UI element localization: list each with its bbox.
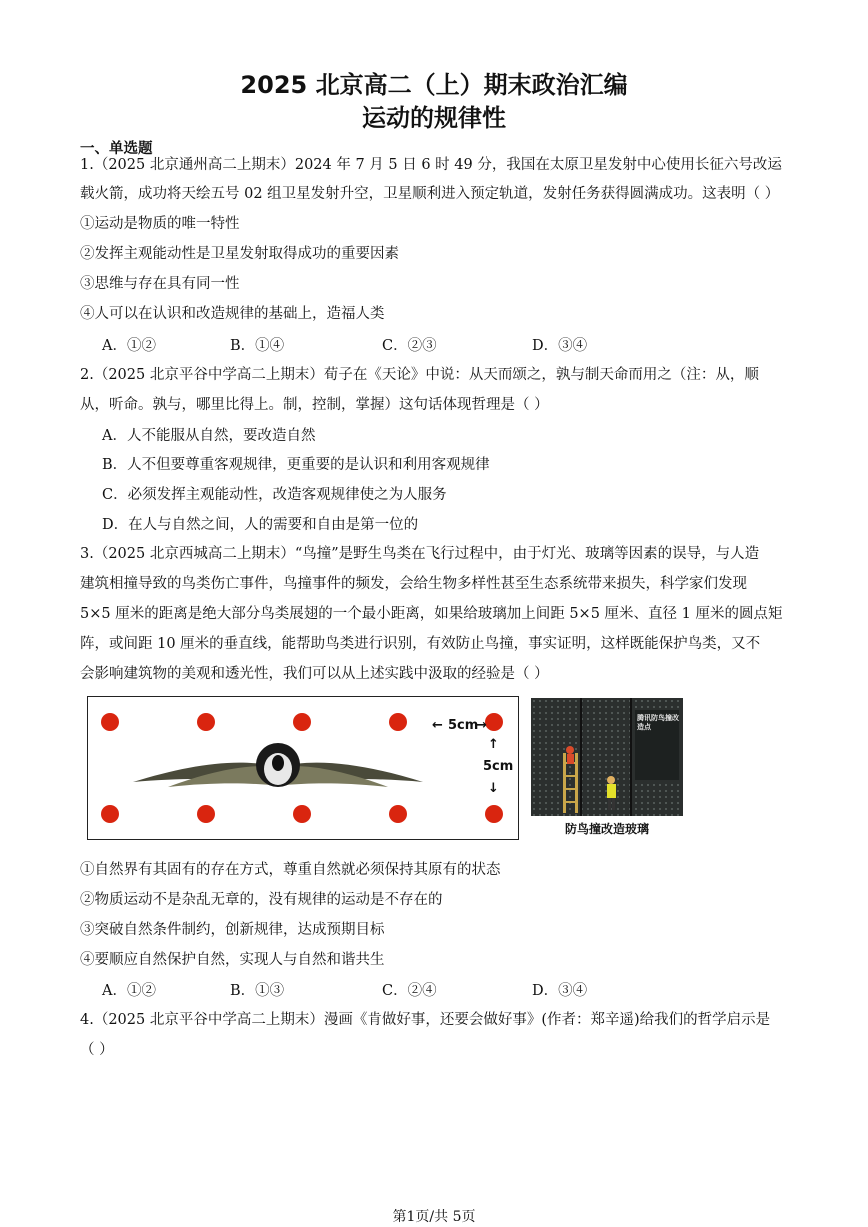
label-5cm-horizontal: 5cm xyxy=(448,718,479,733)
q3-statement-1: ①自然界有其固有的存在方式，尊重自然就必须保持其原有的状态 xyxy=(80,862,501,878)
q3-option-d[interactable]: D．③④ xyxy=(532,983,588,999)
q3-line-4: 阵，或间距 10 厘米的垂直线，能帮助鸟类进行识别，有效防止鸟撞，事实证明，这样既能保护鸟类，又不 xyxy=(80,636,761,652)
q1-option-a[interactable]: A．①② xyxy=(102,338,156,354)
vertical-arrow-down: ↓ xyxy=(488,781,499,796)
q2-option-c[interactable]: C．必须发挥主观能动性，改造客观规律使之为人服务 xyxy=(102,487,447,503)
q2-option-a[interactable]: A．人不能服从自然，要改造自然 xyxy=(102,428,316,444)
q3-option-c[interactable]: C．②④ xyxy=(382,983,437,999)
q3-line-2: 建筑相撞导致的鸟类伤亡事件，鸟撞事件的频发，会给生物多样性甚至生态系统带来损失，科学家们发现 xyxy=(80,576,747,592)
dot-marker xyxy=(197,805,215,823)
bird-dot-matrix-figure xyxy=(87,696,519,840)
q1-statement-4: ④人可以在认识和改造规律的基础上，造福人类 xyxy=(80,306,385,322)
q2-option-d[interactable]: D．在人与自然之间，人的需要和自由是第一位的 xyxy=(102,517,419,533)
q2-line-2: 从，听命。孰与，哪里比得上。制，控制，掌握）这句话体现哲理是（ ） xyxy=(80,397,549,413)
dot-marker xyxy=(389,805,407,823)
q4-line-1: 4.（2025 北京平谷中学高二上期末）漫画《肯做好事，还要会做好事》(作者：郑辛遥)给我们的哲学启示是 xyxy=(80,1012,771,1028)
page-footer: 第1页/共 5页 xyxy=(392,1209,476,1225)
vertical-arrow-up: ↑ xyxy=(488,737,499,752)
dot-marker xyxy=(293,805,311,823)
q3-line-3: 5×5 厘米的距离是绝大部分鸟类展翅的一个最小距离，如果给玻璃加上间距 5×5 厘米、直径 1 厘米的圆点矩 xyxy=(80,606,783,622)
label-5cm-vertical: 5cm xyxy=(483,759,514,774)
q3-option-a[interactable]: A．①② xyxy=(102,983,156,999)
q3-option-b[interactable]: B．①③ xyxy=(230,983,285,999)
q2-option-b[interactable]: B．人不但要尊重客观规律，更重要的是认识和利用客观规律 xyxy=(102,457,490,473)
q1-option-c[interactable]: C．②③ xyxy=(382,338,437,354)
q3-statement-4: ④要顺应自然保护自然，实现人与自然和谐共生 xyxy=(80,952,385,968)
page-subtitle: 运动的规律性 xyxy=(362,104,506,132)
q1-option-b[interactable]: B．①④ xyxy=(230,338,285,354)
q1-option-d[interactable]: D．③④ xyxy=(532,338,588,354)
photo-sign-text: 腾讯防鸟撞改造点 xyxy=(637,714,679,731)
dot-marker xyxy=(485,713,503,731)
horizontal-arrow-left: ← xyxy=(432,718,443,733)
glass-photo xyxy=(531,698,683,816)
q1-statement-1: ①运动是物质的唯一特性 xyxy=(80,216,240,232)
dot-marker xyxy=(101,713,119,731)
q1-statement-3: ③思维与存在具有同一性 xyxy=(80,276,240,292)
q3-statement-2: ②物质运动不是杂乱无章的，没有规律的运动是不存在的 xyxy=(80,892,443,908)
figure-caption: 防鸟撞改造玻璃 xyxy=(564,822,649,836)
section-title: 一、单选题 xyxy=(80,141,153,157)
horizontal-arrow-right: → xyxy=(476,718,487,733)
q3-line-1: 3.（2025 北京西城高二上期末）“鸟撞”是野生鸟类在飞行过程中，由于灯光、玻璃等因素的误导，与人造 xyxy=(80,546,760,562)
q2-line-1: 2.（2025 北京平谷中学高二上期末）荀子在《天论》中说：从天而颂之，孰与制天命而用之（注：从，顺 xyxy=(80,367,759,383)
q1-line-2: 载火箭，成功将天绘五号 02 组卫星发射升空，卫星顺利进入预定轨道，发射任务获得圆满成功。这表明（ ） xyxy=(80,186,780,202)
q1-statement-2: ②发挥主观能动性是卫星发射取得成功的重要因素 xyxy=(80,246,399,262)
q3-line-5: 会影响建筑物的美观和透光性，我们可以从上述实践中汲取的经验是（ ） xyxy=(80,666,549,682)
page-title: 2025 北京高二（上）期末政治汇编 xyxy=(240,71,628,99)
q4-line-2: （ ） xyxy=(80,1042,114,1058)
q1-line-1: 1.（2025 北京通州高二上期末）2024 年 7 月 5 日 6 时 49 分，我国在太原卫星发射中心使用长征六号改运 xyxy=(80,157,782,173)
dot-marker xyxy=(485,805,503,823)
dot-marker xyxy=(101,805,119,823)
q3-statement-3: ③突破自然条件制约，创新规律，达成预期目标 xyxy=(80,922,385,938)
bird-illustration xyxy=(128,727,428,807)
